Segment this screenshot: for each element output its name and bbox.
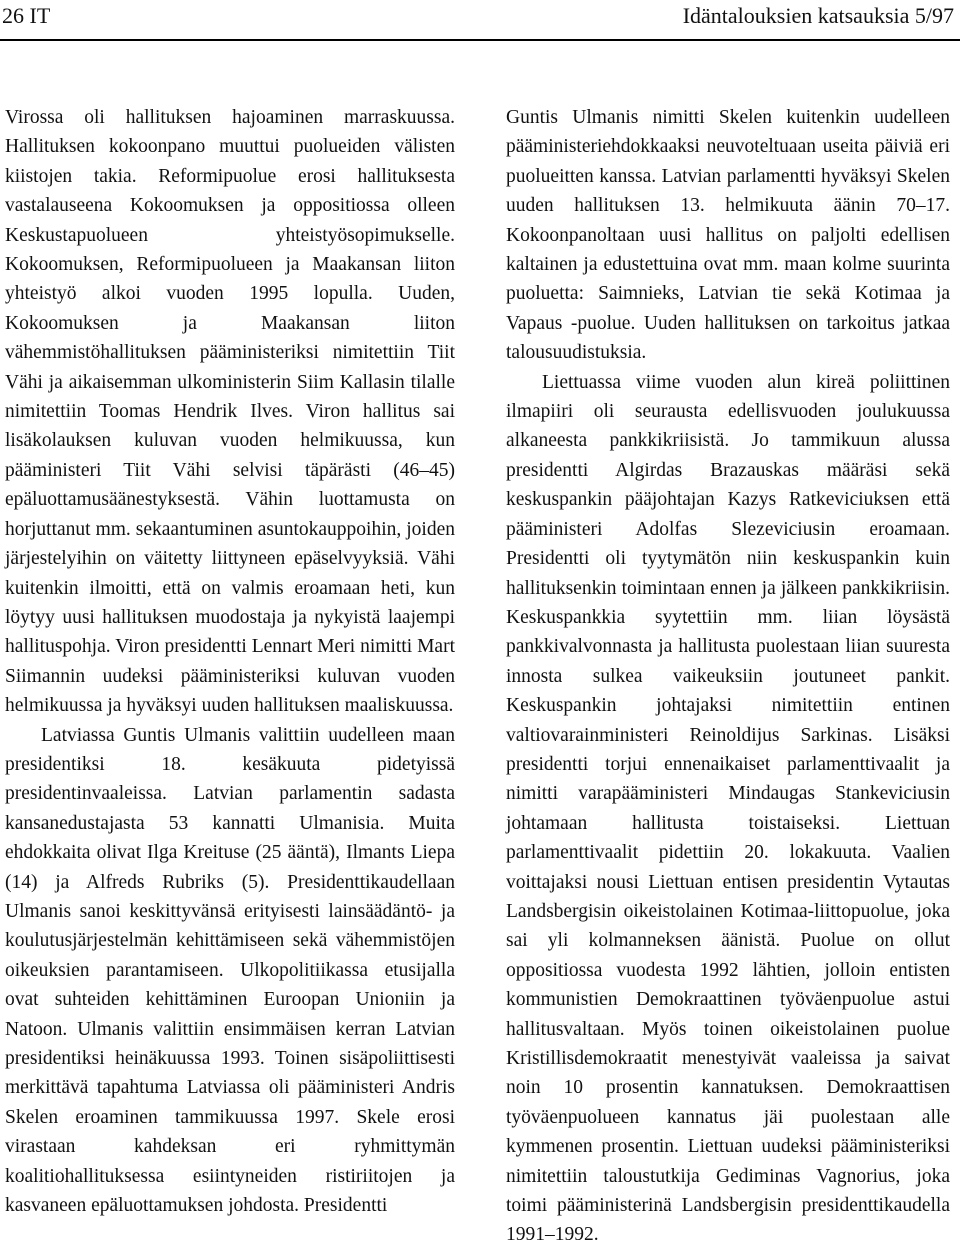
paragraph-estonia: Virossa oli hallituksen hajoaminen marraskuussa. Hallituksen kokoonpano muuttui puolueiden välisten kiistojen takia. Reformipuolue erosi hallituksesta vastalauseena Kokoomuksen ja oppositiossa olleen Keskustapuolueen yhteistyösopimukselle. Kokoomuksen, Reformipuolueen ja Maakansan liiton yhteistyö alkoi vuoden 1995 lopulla. Uuden, Kokoomuksen ja Maakansan liiton vähemmistöhallituksen pääministeriksi nimitettiin Tiit Vähi ja aikaisemman ulkoministerin Siim Kallasin tilalle nimitettiin Toomas Hendrik Ilves. Viron hallitus sai lisäkolauksen kuluvan vuoden helmikuussa, kun pääministeri Tiit Vähi selvisi täpärästi (46–45) epäluottamusäänestyksestä. Vähin luottamusta on horjuttanut mm. sekaantuminen asuntokauppoihin, joiden järjestelyihin on väitetty liittyneen epäselvyyksiä. Vähi kuitenkin ilmoitti, että on valmis eroamaan heti, kun löytyy uusi hallituksen muodostaja ja nykyistä laajempi hallituspohja. Viron presidentti Lennart Meri nimitti Mart Siimannin uudeksi pääministeriksi kuluvan vuoden helmikuussa ja hyväksyi uuden hallituksen maaliskuussa. xyxy=(5,107,455,717)
page-number: 26 IT xyxy=(2,3,51,28)
publication-title: Idäntalouksien katsauksia 5/97 xyxy=(682,3,954,28)
paragraph-latvia-continued: Guntis Ulmanis nimitti Skelen kuitenkin uudelleen pääministeriehdokkaaksi neuvoteltuaan useita päiviä eri puolueitten kanssa. Latvian parlamentti hyväksyi Skelen uuden hallituksen 13. helmikuuta äänin 70–17. Kokoonpanoltaan uusi hallitus on paljolti edellisen kaltainen ja edustettuina ovat mm. maan kolme suurinta puoluetta: Saimnieks, Latvian tie sekä Kotimaa ja Vapaus -puolue. Uuden hallituksen on tarkoitus jatkaa talousuudistuksia. xyxy=(506,107,950,364)
paragraph-latvia: Latviassa Guntis Ulmanis valittiin uudelleen maan presidentiksi 18. kesäkuuta pidetyissä presidentinvaaleissa. Latvian parlamentin sadasta kansanedustajasta 53 kannatti Ulmanisia. Muita ehdokkaita olivat Ilga Kreituse (25 ääntä), Ilmants Liepa (14) ja Alfreds Rubriks (5). Presidenttikaudellaan Ulmanis sanoi keskittyvänsä erityisesti lainsäädäntö- ja koulutusjärjestelmän kehittämiseen sekä vähemmistöjen oikeuksien parantamiseen. Ulkopolitiikassa etusijalla ovat suhteiden kehittäminen Euroopan Unioniin ja Natoon. Ulmanis valittiin ensimmäisen kerran Latvian presidentiksi heinäkuussa 1993. Toinen sisäpoliittisesti merkittävä tapahtuma Latviassa oli pääministeri Andris Skelen eroaminen tammikuussa 1997. Skele erosi virastaan kahdeksan eri ryhmittymän koalitiohallituksessa esiintyneiden ristiriitojen ja kasvaneen epäluottamuksen johdosta. Presidentti xyxy=(5,724,455,1217)
left-column xyxy=(5,103,455,1220)
paragraph-lithuania: Liettuassa viime vuoden alun kireä poliittinen ilmapiiri oli seurausta edellisvuoden joulukuussa alkaneesta pankkikriisistä. Jo tammikuun alussa presidentti Algirdas Brazauskas määräsi sekä keskuspankin pääjohtajan Kazys Ratkeviciuksen että pääministeri Adolfas Slezeviciusin eroamaan. Presidentti oli tyytymätön niin keskuspankin kuin hallituksenkin toimintaan ennen ja jälkeen pankkikriisin. Keskuspankkia syytettiin mm. liian löysästä pankkivalvonnasta ja hallitusta puolestaan liian suuresta innosta sulkea vaikeuksiin joutuneet pankit. Keskuspankin johtajaksi nimitettiin entinen valtiovarainministeri Reinoldijus Sarkinas. Lisäksi presidentti torjui ennenaikaiset parlamenttivaalit ja nimitti varapääministeri Mindaugas Stankeviciusin johtamaan hallitusta toistaiseksi. Liettuan parlamenttivaalit pidettiin 20. lokakuuta. Vaalien voittajaksi nousi Liettuan entisen presidentin Vytautas Landsbergisin oikeistolainen Kotimaa-liittopuolue, joka sai yli kolmanneksen äänistä. Puolue on ollut oppositiossa vuodesta 1992 lähtien, jolloin entisten kommunistien Demokraattinen työväenpuolue astui hallitusvaltaan. Myös toinen oikeistolainen puolue Kristillisdemokraatit menestyivät vaaleissa ja saivat noin 10 prosentin kannatuksen. Demokraattisen työväenpuolueen kannatus jäi puolestaan alle kymmenen prosentin. Liettuan uudeksi pääministeriksi nimitettiin taloustutkija Gediminas Vagnorius, joka toimi pääministerinä Landsbergisin presidenttikaudella 1991–1992. xyxy=(506,371,950,1246)
header-divider xyxy=(0,39,960,41)
page-header xyxy=(0,0,960,40)
right-column xyxy=(506,103,950,1250)
